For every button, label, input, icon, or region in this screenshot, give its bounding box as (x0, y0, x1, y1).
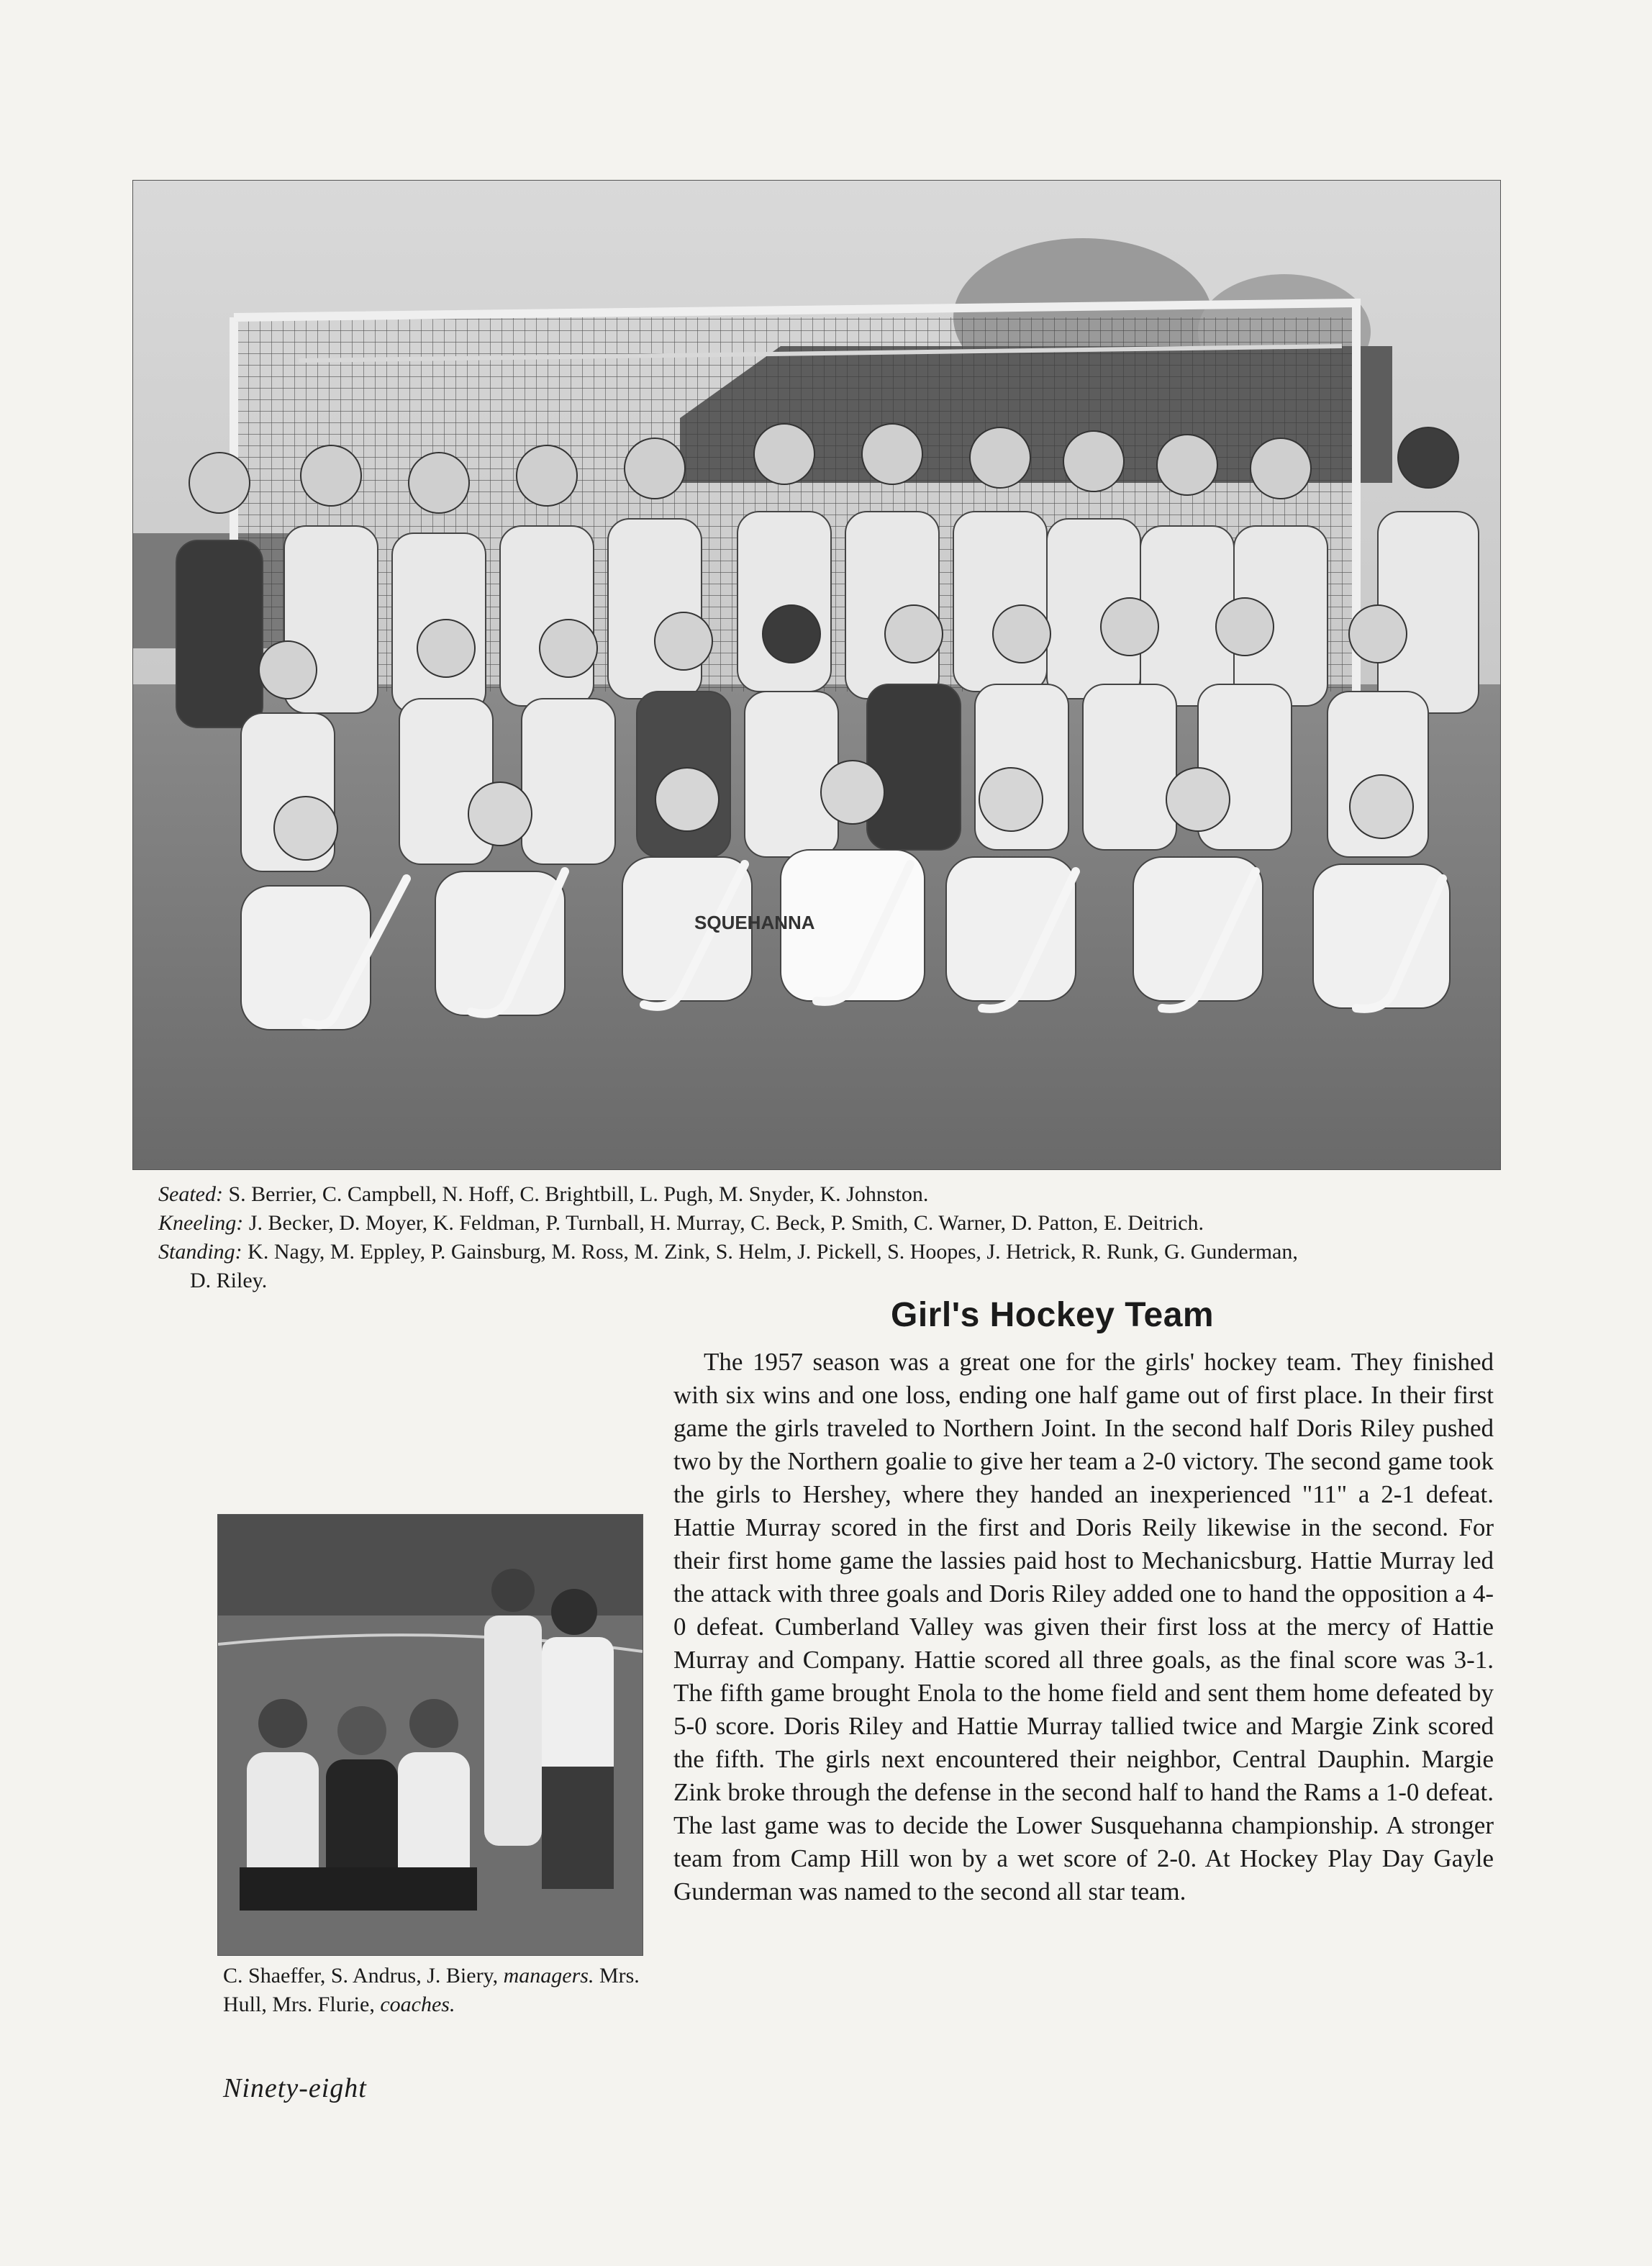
team-photo-illustration (133, 181, 1500, 1169)
staff-photo (217, 1514, 643, 1956)
staff-photo-illustration (218, 1515, 643, 1955)
caption-seated-label: Seated: (158, 1182, 223, 1206)
caption-standing-names: K. Nagy, M. Eppley, P. Gainsburg, M. Ross, M. Zink, S. Helm, J. Pickell, S. Hoopes, J. Hetrick, R. Runk, G. Gunderman, (248, 1240, 1298, 1264)
page-number: Ninety-eight (223, 2073, 367, 2103)
staff-managers-names: C. Shaeffer, S. Andrus, J. Biery, (223, 1964, 499, 1988)
caption-standing (158, 1238, 1569, 1266)
caption-kneeling-names: J. Becker, D. Moyer, K. Feldman, P. Turnball, H. Murray, C. Beck, P. Smith, C. Warner, D. Patton, E. Deitrich. (248, 1211, 1204, 1235)
team-photo (132, 180, 1501, 1170)
team-photo-caption (158, 1180, 1569, 1295)
caption-kneeling (158, 1209, 1569, 1238)
staff-photo-caption (223, 1962, 655, 2019)
caption-kneeling-label: Kneeling: (158, 1211, 244, 1235)
staff-coaches-names: Mrs. Hull, Mrs. Flurie, (223, 1964, 640, 2016)
caption-seated-names: S. Berrier, C. Campbell, N. Hoff, C. Brightbill, L. Pugh, M. Snyder, K. Johnston. (228, 1182, 929, 1206)
managers-kneeling (240, 1699, 477, 1911)
caption-seated (158, 1180, 1569, 1209)
article-body: The 1957 season was a great one for the girls' hockey team. They finished with six wins and one loss, ending one half game out of first place. In their first game the girls traveled to Northern Joint. In the second half Doris Riley pushed two by the Northern goalie to give her team a 2-0 victory. The second game took the girls to Hershey, where they handed an inexperienced "11" a 2-1 defeat. Hattie Murray scored in the first and Doris Reily likewise in the second. For their first home game the lassies paid host to Mechanicsburg. Hattie Murray led the attack with three goals and Doris Riley added one to hand the opposition a 4-0 defeat. Cumberland Valley was given their first loss at the mercy of Hattie Murray and Company. Hattie scored all three goals, as the final score was 3-1. The fifth game brought Enola to the home field and sent them home defeated by 5-0 score. Doris Riley and Hattie Murray tallied twice and Margie Zink scored the fifth. The girls next encountered their neighbor, Central Dauphin. Margie Zink broke through the defense in the second half to hand the Rams a 1-0 defeat. The last game was to decide the Lower Susquehanna championship. A stronger team from Camp Hill won by a wet score of 2-0. At Hockey Play Day Gayle Gunderman was named to the second all star team. (673, 1348, 1494, 1905)
staff-coaches-role: coaches. (380, 1993, 455, 2016)
jersey-lettering: SQUEHANNA (694, 912, 815, 933)
article-title: Girl's Hockey Team (891, 1296, 1215, 1334)
staff-managers-role: managers. (503, 1964, 594, 1988)
caption-standing-continued: D. Riley. (190, 1269, 268, 1292)
caption-standing-label: Standing: (158, 1240, 242, 1264)
